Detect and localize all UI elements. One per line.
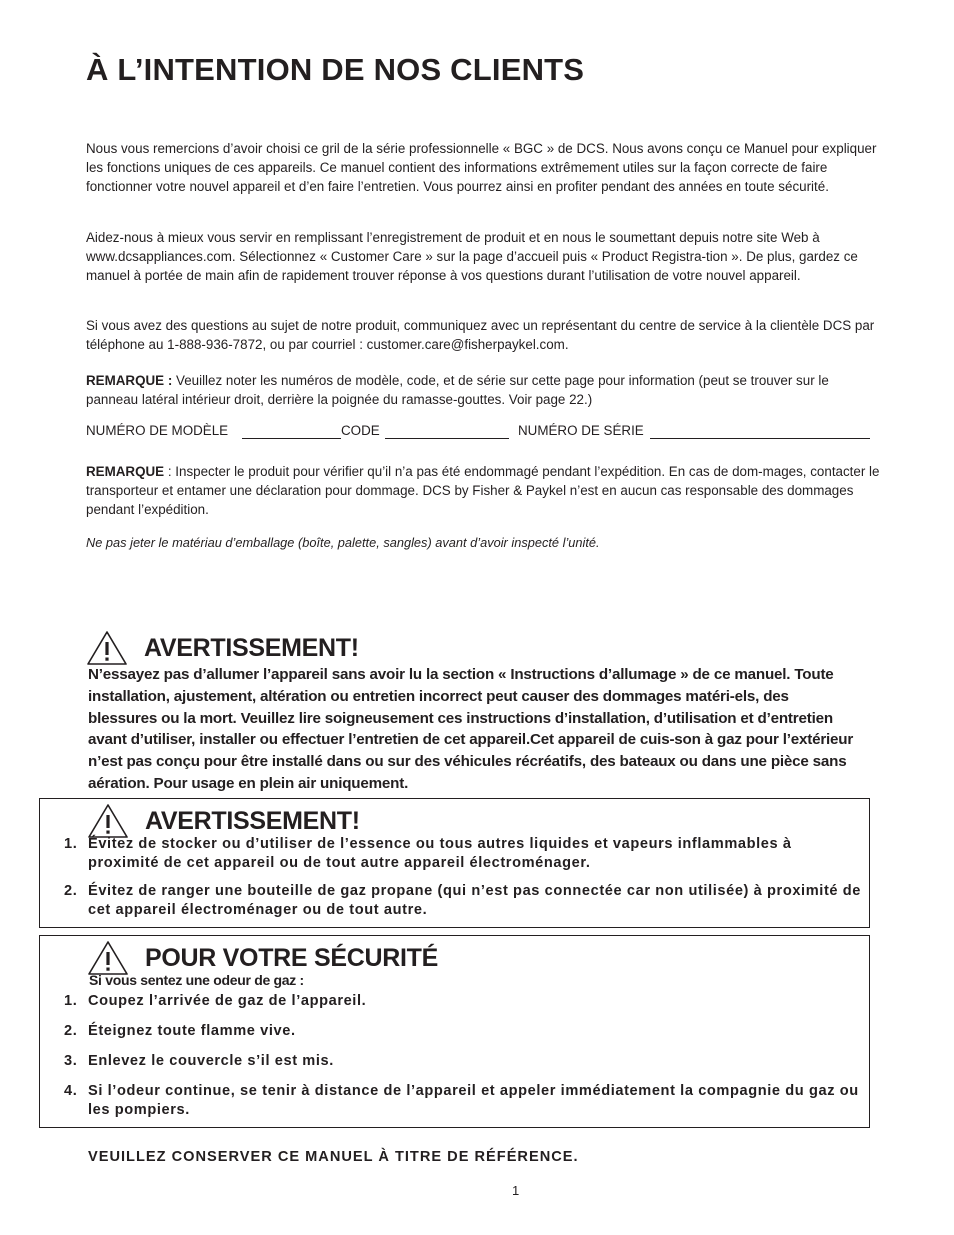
- packaging-note: Ne pas jeter le matériau d’emballage (boîte, palette, sangles) avant d’avoir inspecté l’unité.: [86, 535, 600, 550]
- warning-heading: AVERTISSEMENT!: [144, 634, 359, 662]
- serial-number-line: [650, 438, 870, 439]
- note-label: REMARQUE :: [86, 373, 173, 388]
- list-item: 2. Éteignez toute flamme vive.: [64, 1022, 296, 1039]
- warning-triangle-icon: [87, 940, 129, 976]
- serial-number-label: NUMÉRO DE SÉRIE: [518, 423, 644, 438]
- list-item: 2. Évitez de ranger une bouteille de gaz propane (qui n’est pas connectée car non utilisée) à proximité de cet appareil électroménager ou de tout autre.: [64, 883, 862, 918]
- warning-body: N’essayez pas d’allumer l’appareil sans avoir lu la section « Instructions d’allumage » de ce manuel. Toute installation, ajustement, altération ou entretien incorrect peut causer des dommages matéri-els, des blessures ou la mort. Veuillez lire soigneusement ces instructions d’installation, d’utilisation et d’entretien avant d’utiliser, installer ou effectuer l’entretien de cet appareil.Cet appareil de cuis-son à gaz pour l’extérieur n’est pas conçu pour être installé dans ou sur des véhicules récréatifs, des bateaux ou dans une pièce sans aération. Pour usage en plein air uniquement.: [88, 666, 854, 792]
- intro-paragraph-1: Nous vous remercions d’avoir choisi ce gril de la série professionnelle « BGC » de DCS. Nous avons conçu ce Manuel pour expliquer les fonctions uniques de ces appareils. Ce manuel contient des informations extrêmement utiles sur la façon correcte de faire fonctionner votre nouvel appareil et d’en faire l’entretien. Vous pourrez ainsi en profiter pendant des années en toute sécurité.: [86, 141, 877, 194]
- gas-smell-subheading: Si vous sentez une odeur de gaz :: [89, 972, 304, 988]
- intro-paragraph-3: Si vous avez des questions au sujet de notre produit, communiquez avec un représentant du centre de service à la clientèle DCS par téléphone au 1-888-936-7872, ou par courriel : customer.care@fisherpaykel.com.: [86, 318, 875, 352]
- page-title: À L’INTENTION DE NOS CLIENTS: [86, 52, 585, 87]
- list-item: 1. Évitez de stocker ou d’utiliser de l’essence ou tous autres liquides et vapeurs inflammables à proximité de cet appareil ou de tout autre appareil électroménager.: [64, 836, 792, 871]
- keep-manual-notice: VEUILLEZ CONSERVER CE MANUEL À TITRE DE RÉFÉRENCE.: [88, 1149, 579, 1165]
- page-number: 1: [512, 1183, 520, 1198]
- list-item: 3. Enlevez le couvercle s’il est mis.: [64, 1052, 334, 1069]
- code-line: [385, 438, 509, 439]
- safety-heading: POUR VOTRE SÉCURITÉ: [145, 944, 438, 972]
- model-number-line: [242, 438, 341, 439]
- warning-list: [64, 835, 864, 919]
- model-number-label: NUMÉRO DE MODÈLE: [86, 423, 229, 438]
- note-damage: [86, 463, 882, 519]
- warning-triangle-icon: [86, 630, 128, 666]
- gas-safety-box: [39, 935, 870, 1128]
- note-text: Veuillez noter les numéros de modèle, code, et de série sur cette page pour information (peut se trouver sur le panneau latéral intérieur droit, derrière la poignée du ramasse-gouttes. Voir page 22.): [86, 373, 829, 407]
- list-item: 1. Coupez l’arrivée de gaz de l’appareil.: [64, 993, 367, 1009]
- warning-heading: AVERTISSEMENT!: [145, 807, 360, 835]
- list-item: 4. Si l’odeur continue, se tenir à distance de l’appareil et appeler immédiatement la compagnie du gaz ou les pompiers.: [64, 1082, 859, 1118]
- note-serial-location: [86, 372, 882, 410]
- intro-paragraph-2: Aidez-nous à mieux vous servir en remplissant l’enregistrement de produit et en nous le soumettant depuis notre site Web à www.dcsappliances.com. Sélectionnez « Customer Care » sur la page d’accueil puis « Product Registra-tion ». De plus, gardez ce manuel à portée de main afin de rapidement trouver réponse à vos questions durant l’utilisation de votre nouvel appareil.: [86, 230, 858, 283]
- warning-triangle-icon: [87, 803, 129, 839]
- note-label: REMARQUE: [86, 464, 165, 479]
- code-label: CODE: [341, 423, 380, 438]
- note-text: : Inspecter le produit pour vérifier qu’il n’a pas été endommagé pendant l’expédition. En cas de dom-mages, contacter le transporteur et entamer une déclaration pour dommage. DCS by Fisher & Paykel n’est en aucun cas responsable des dommages pendant l’expédition.: [86, 464, 880, 517]
- safety-list: [64, 992, 864, 1119]
- flammable-warning-box: [39, 798, 870, 928]
- serial-fields: [86, 423, 876, 443]
